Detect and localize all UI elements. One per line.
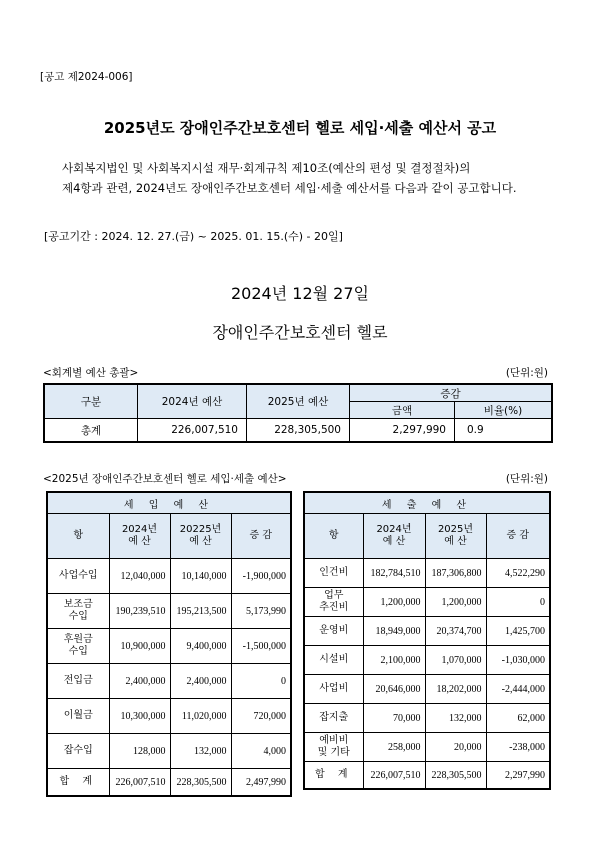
- cell-diff: -238,000: [486, 733, 550, 762]
- total-label: 합 계: [47, 769, 109, 797]
- header-ratio: 비율(%): [455, 402, 553, 419]
- total-2024: 226,007,510: [109, 769, 170, 797]
- summary-caption: <회계별 예산 총괄>: [43, 367, 139, 379]
- notice-number: [공고 제2024-006]: [40, 71, 133, 83]
- cell-2025: 132,000: [425, 704, 486, 733]
- cell-budget-2025: 228,305,500: [247, 419, 350, 443]
- cell-amount: 2,297,990: [350, 419, 455, 443]
- notice-date: 2024년 12월 27일: [231, 284, 369, 303]
- cell-2025: 187,306,800: [425, 559, 486, 588]
- cell-2025: 18,202,000: [425, 675, 486, 704]
- table-row: [304, 588, 550, 617]
- header-change: 증감: [350, 384, 553, 402]
- cell-2024: 2,400,000: [109, 664, 170, 699]
- cell-2024: 18,949,000: [363, 617, 425, 646]
- cell-diff: 4,000: [231, 734, 291, 769]
- cell-2024: 128,000: [109, 734, 170, 769]
- cell-2025: 20,000: [425, 733, 486, 762]
- cell-2024: 10,900,000: [109, 629, 170, 664]
- page-title: 2025년도 장애인주간보호센터 헬로 세입·세출 예산서 공고: [103, 119, 497, 137]
- table-row: [304, 733, 550, 762]
- table-row: [304, 617, 550, 646]
- cell-2024: 190,239,510: [109, 594, 170, 629]
- cell-diff: -1,500,000: [231, 629, 291, 664]
- cell-2025: 1,070,000: [425, 646, 486, 675]
- cell-2025: 9,400,000: [170, 629, 231, 664]
- cell-diff: 0: [486, 588, 550, 617]
- expense-total-row: [304, 762, 550, 790]
- table-row: [47, 594, 291, 629]
- cell-diff: 5,173,990: [231, 594, 291, 629]
- revenue-table: [46, 491, 292, 797]
- header-2024: 2024년 예 산: [109, 514, 170, 559]
- cell-2025: 195,213,500: [170, 594, 231, 629]
- header-item: 항: [47, 514, 109, 559]
- cell-2025: 132,000: [170, 734, 231, 769]
- cell-budget-2024: 226,007,510: [138, 419, 247, 443]
- expense-title: 세 출 예 산: [304, 492, 550, 514]
- header-item: 항: [304, 514, 363, 559]
- table-row: [47, 559, 291, 594]
- cell-2024: 1,200,000: [363, 588, 425, 617]
- table-row: [304, 646, 550, 675]
- cell-item: 잡수입: [47, 734, 109, 769]
- cell-item: 인건비: [304, 559, 363, 588]
- cell-2025: 2,400,000: [170, 664, 231, 699]
- cell-diff: 1,425,700: [486, 617, 550, 646]
- header-amount: 금액: [350, 402, 455, 419]
- total-2024: 226,007,510: [363, 762, 425, 790]
- header-category: 구분: [44, 384, 138, 419]
- table-row: [47, 664, 291, 699]
- cell-item: 시설비: [304, 646, 363, 675]
- revenue-title: 세 입 예 산: [47, 492, 291, 514]
- cell-item: 사업수입: [47, 559, 109, 594]
- body-text-line-2: 제4항과 관련, 2024년도 장애인주간보호센터 세입·세출 예산서를 다음과 같이 공고합니다.: [62, 181, 517, 195]
- cell-item: 후원금 수입: [47, 629, 109, 664]
- cell-2025: 11,020,000: [170, 699, 231, 734]
- total-2025: 228,305,500: [170, 769, 231, 797]
- cell-2024: 70,000: [363, 704, 425, 733]
- table-row: [47, 629, 291, 664]
- center-name: 장애인주간보호센터 헬로: [212, 323, 388, 342]
- cell-2024: 12,040,000: [109, 559, 170, 594]
- revenue-total-row: [47, 769, 291, 797]
- cell-ratio: 0.9: [455, 419, 553, 443]
- header-diff: 증 감: [486, 514, 550, 559]
- table-row: [47, 699, 291, 734]
- header-2025: 20225년 예 산: [170, 514, 231, 559]
- cell-2024: 2,100,000: [363, 646, 425, 675]
- cell-item: 예비비 및 기타: [304, 733, 363, 762]
- total-diff: 2,497,990: [231, 769, 291, 797]
- table-row: [47, 734, 291, 769]
- cell-2024: 182,784,510: [363, 559, 425, 588]
- cell-item: 운영비: [304, 617, 363, 646]
- cell-2024: 258,000: [363, 733, 425, 762]
- cell-item: 사업비: [304, 675, 363, 704]
- header-diff: 증 감: [231, 514, 291, 559]
- cell-item: 잡지출: [304, 704, 363, 733]
- cell-diff: 62,000: [486, 704, 550, 733]
- cell-item: 전입금: [47, 664, 109, 699]
- cell-diff: -1,900,000: [231, 559, 291, 594]
- header-2025: 2025년 예 산: [425, 514, 486, 559]
- cell-2024: 10,300,000: [109, 699, 170, 734]
- cell-item: 이월금: [47, 699, 109, 734]
- cell-2025: 20,374,700: [425, 617, 486, 646]
- table-row: [304, 675, 550, 704]
- table-row: [304, 704, 550, 733]
- header-budget-2024: 2024년 예산: [138, 384, 247, 419]
- notice-period: [공고기간 : 2024. 12. 27.(금) ~ 2025. 01. 15.(수) - 20일]: [44, 230, 343, 243]
- summary-unit: (단위:원): [505, 367, 548, 379]
- cell-diff: 720,000: [231, 699, 291, 734]
- cell-diff: -1,030,000: [486, 646, 550, 675]
- body-text-line-1: 사회복지법인 및 사회복지시설 재무·회계규칙 제10조(예산의 편성 및 결정절차)의: [62, 161, 471, 175]
- expense-table: [303, 491, 551, 790]
- total-label: 합 계: [304, 762, 363, 790]
- total-2025: 228,305,500: [425, 762, 486, 790]
- detail-caption: <2025년 장애인주간보호센터 헬로 세입·세출 예산>: [43, 473, 287, 485]
- cell-diff: -2,444,000: [486, 675, 550, 704]
- table-row: [44, 419, 552, 443]
- header-2024: 2024년 예 산: [363, 514, 425, 559]
- header-budget-2025: 2025년 예산: [247, 384, 350, 419]
- cell-2025: 10,140,000: [170, 559, 231, 594]
- cell-diff: 0: [231, 664, 291, 699]
- cell-diff: 4,522,290: [486, 559, 550, 588]
- summary-table: [43, 383, 553, 443]
- cell-2025: 1,200,000: [425, 588, 486, 617]
- cell-category: 총계: [44, 419, 138, 443]
- cell-item: 보조금 수입: [47, 594, 109, 629]
- cell-2024: 20,646,000: [363, 675, 425, 704]
- detail-unit: (단위:원): [505, 473, 548, 485]
- cell-item: 업무 추진비: [304, 588, 363, 617]
- table-row: [304, 559, 550, 588]
- total-diff: 2,297,990: [486, 762, 550, 790]
